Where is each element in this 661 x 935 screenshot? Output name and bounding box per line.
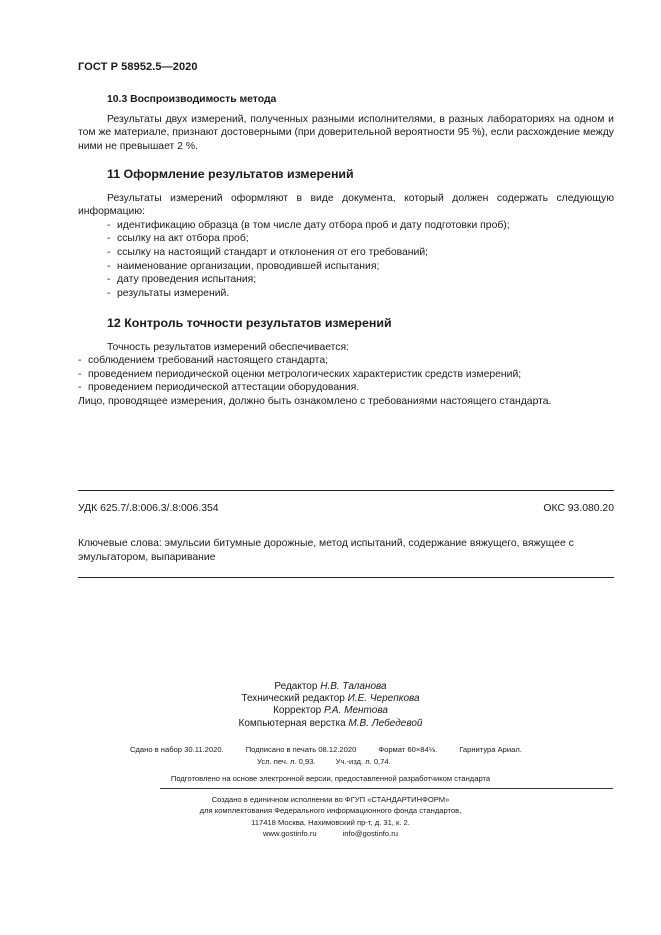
pub-sheets: Уч.-изд. л. 0,74. (335, 757, 391, 766)
section-12-intro: Точность результатов измерений обеспечивается: (107, 341, 350, 353)
standard-header: ГОСТ Р 58952.5—2020 (78, 61, 198, 73)
list-item: - ссылку на настоящий стандарт и отклонения от его требований; (107, 246, 429, 258)
credit-tech-editor: Технический редактор И.Е. Черепкова (241, 693, 420, 705)
keywords: Ключевые слова: эмульсии битумные дорожные, метод испытаний, содержание вяжущего, вяжущее с эмульгатором, выпаривание (78, 538, 574, 563)
list-item: - проведением периодической оценки метрологических характеристик средств измерений; (78, 368, 522, 380)
publishing-row-2 (257, 756, 391, 768)
section-12-list (78, 354, 614, 395)
list-item: - наименование организации, проводившей испытания; (107, 260, 380, 272)
credit-editor: Редактор Н.В. Таланова (274, 681, 387, 692)
list-item: - идентификацию образца (в том числе дату отбора проб и дату подготовки проб); (107, 219, 510, 231)
section-10-3-text: Результаты двух измерений, полученных разными исполнителями, в разных лабораториях на одном и том же материале, признают достоверными (при доверительной вероятности 95 %), если расхождение между ними не превышает 2 %. (78, 113, 614, 152)
print-sheets: Усл. печ. л. 0,93. (257, 757, 316, 766)
section-12-title: 12 Контроль точности результатов измерений (107, 316, 392, 330)
format: Формат 60×84⅛. (378, 745, 438, 754)
section-10-3-title: 10.3 Воспроизводимость метода (107, 94, 277, 105)
prepared-note: Подготовлено на основе электронной версии, предоставленной разработчиком стандарта (170, 774, 491, 783)
section-12-closing: Лицо, проводящее измерения, должно быть ознакомлено с требованиями настоящего стандарта. (78, 395, 552, 407)
section-11 (78, 168, 614, 300)
org-line-2: для комплектования Федерального информационного фонда стандартов, (199, 806, 462, 816)
org-line-1: Создано в единичном исполнении во ФГУП «СТАНДАРТИНФОРМ» (211, 795, 450, 804)
credit-layout: Компьютерная верстка М.В. Лебедевой (238, 717, 423, 729)
list-item: - ссылку на акт отбора проб; (107, 233, 249, 245)
list-item: - соблюдением требований настоящего стандарта; (78, 355, 328, 367)
divider-bottom (78, 577, 614, 578)
font-info: Гарнитура Ариал. (459, 745, 522, 754)
section-12 (78, 317, 614, 409)
website-link[interactable]: www.gostinfo.ru (262, 829, 317, 839)
section-10-3 (78, 93, 614, 153)
set-date: Сдано в набор 30.11.2020. (130, 745, 224, 754)
publishing-row-1 (130, 744, 580, 756)
classification-row (78, 503, 614, 514)
org-address: 117418 Москва, Нахимовский пр-т, д. 31, к. 2. (251, 817, 410, 827)
section-11-intro: Результаты измерений оформляют в виде документа, который должен содержать следующую информацию: (78, 192, 614, 218)
email-link[interactable]: info@gostinfo.ru (342, 829, 399, 839)
credits (0, 681, 661, 730)
section-11-title: 11 Оформление результатов измерений (107, 167, 354, 181)
list-item: - результаты измерений. (107, 287, 230, 299)
udk-code: УДК 625.7/.8:006.3/.8:006.354 (78, 503, 219, 514)
divider-org (160, 788, 613, 789)
section-11-list (78, 219, 614, 301)
organization-block (0, 794, 661, 840)
credit-corrector: Корректор Р.А. Ментова (273, 705, 388, 717)
sign-date: Подписано в печать 08.12.2020 (245, 745, 357, 754)
list-item: - дату проведения испытания; (107, 274, 257, 286)
oks-code: ОКС 93.080.20 (543, 503, 614, 514)
list-item: - проведением периодической аттестации оборудования. (78, 382, 360, 394)
divider-top (78, 490, 614, 491)
org-links (263, 828, 398, 839)
